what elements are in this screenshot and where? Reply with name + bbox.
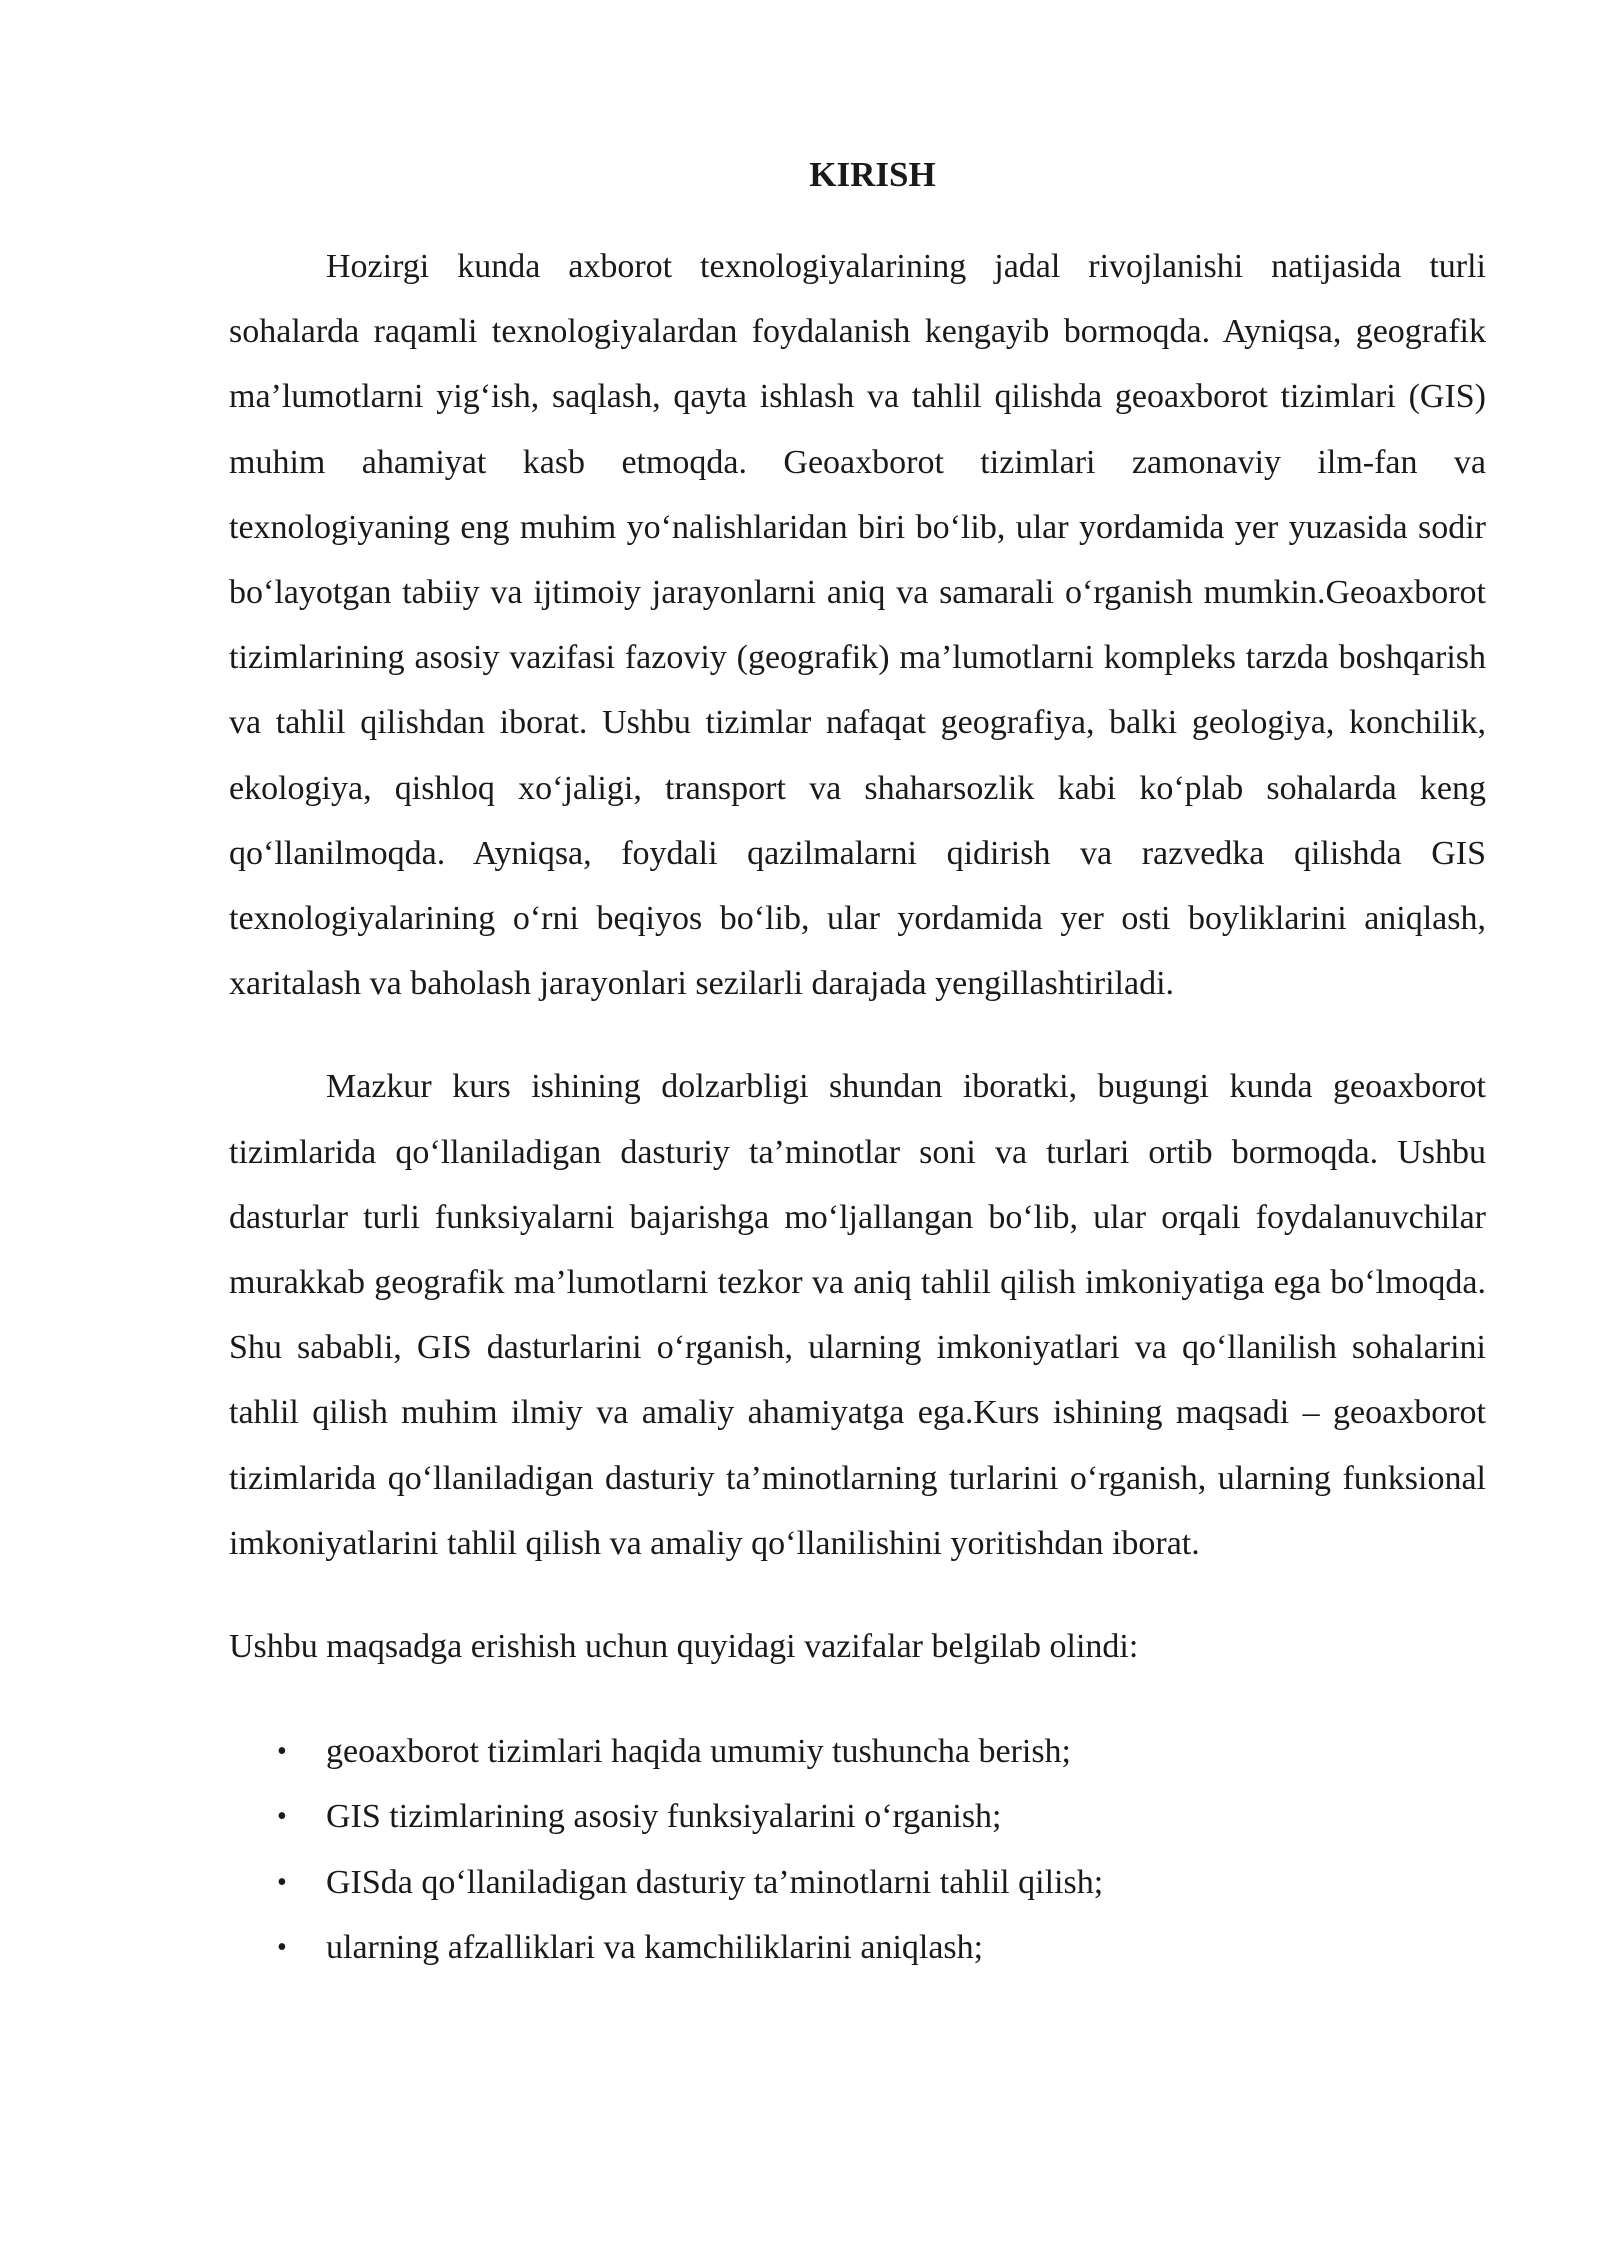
intro-paragraph: Hozirgi kunda axborot texnologiyalarining jadal rivojlanishi natijasida turli sohalarda raqamli texnologiyalardan foydalanish kengayib bormoqda. Ayniqsa, geografik ma’lumotlarni yig‘ish, saqlash, qayta ishlash va tahlil qilishda geoaxborot tizimlari (GIS) muhim ahamiyat kasb etmoqda. Geoaxborot tizimlari zamonaviy ilm-fan va texnologiyaning eng muhim yo‘nalishlaridan biri bo‘lib, ular yordamida yer yuzasida sodir bo‘layotgan tabiiy va ijtimoiy jarayonlarni aniq va samarali o‘rganish mumkin.Geoaxborot tizimlarining asosiy vazifasi fazoviy (geografik) ma’lumotlarni kompleks tarzda boshqarish va tahlil qilishdan iborat. Ushbu tizimlar nafaqat geografiya, balki geologiya, konchilik, ekologiya, qishloq xo‘jaligi, transport va shaharsozlik kabi ko‘plab sohalarda keng qo‘llanilmoqda. Ayniqsa, foydali qazilmalarni qidirish va razvedka qilishda GIS texnologiyalarining o‘rni beqiyos bo‘lib, ular yordamida yer osti boyliklarini aniqlash, xaritalash va baholash jarayonlari sezilarli darajada yengillashtiriladi.	[229, 248, 1486, 1003]
list-item	[229, 1915, 1486, 1980]
bullet-icon: •	[277, 1736, 287, 1768]
task-list	[229, 1719, 1486, 1980]
list-item-text: geoaxborot tizimlari haqida umumiy tushuncha berish;	[326, 1733, 1071, 1771]
list-item-text: ularning afzalliklari va kamchiliklarini aniqlash;	[326, 1928, 984, 1966]
section-title: KIRISH	[809, 155, 936, 194]
bullet-icon: •	[277, 1801, 287, 1833]
list-item	[229, 1719, 1486, 1784]
relevance-paragraph: Mazkur kurs ishining dolzarbligi shundan iboratki, bugungi kunda geoaxborot tizimlarida qo‘llaniladigan dasturiy ta’minotlar soni va turlari ortib bormoqda. Ushbu dasturlar turli funksiyalarni bajarishga mo‘ljallangan bo‘lib, ular orqali foydalanuvchilar murakkab geografik ma’lumotlarni tezkor va aniq tahlil qilish imkoniyatiga ega bo‘lmoqda. Shu sababli, GIS dasturlarini o‘rganish, ularning imkoniyatlari va qo‘llanilish sohalarini tahlil qilish muhim ilmiy va amaliy ahamiyatga ega.Kurs ishining maqsadi – geoaxborot tizimlarida qo‘llaniladigan dasturiy ta’minotlarning turlarini o‘rganish, ularning funksional imkoniyatlarini tahlil qilish va amaliy qo‘llanilishini yoritishdan iborat.	[229, 1068, 1486, 1562]
list-item-text: GIS tizimlarining asosiy funksiyalarini o‘rganish;	[326, 1798, 1002, 1836]
tasks-intro-paragraph: Ushbu maqsadga erishish uchun quyidagi vazifalar belgilab olindi:	[229, 1628, 1139, 1666]
list-item	[229, 1784, 1486, 1849]
list-item	[229, 1850, 1486, 1915]
list-item-text: GISda qo‘llaniladigan dasturiy ta’minotlarni tahlil qilish;	[326, 1863, 1104, 1901]
bullet-icon: •	[277, 1866, 287, 1898]
bullet-icon: •	[277, 1931, 287, 1963]
